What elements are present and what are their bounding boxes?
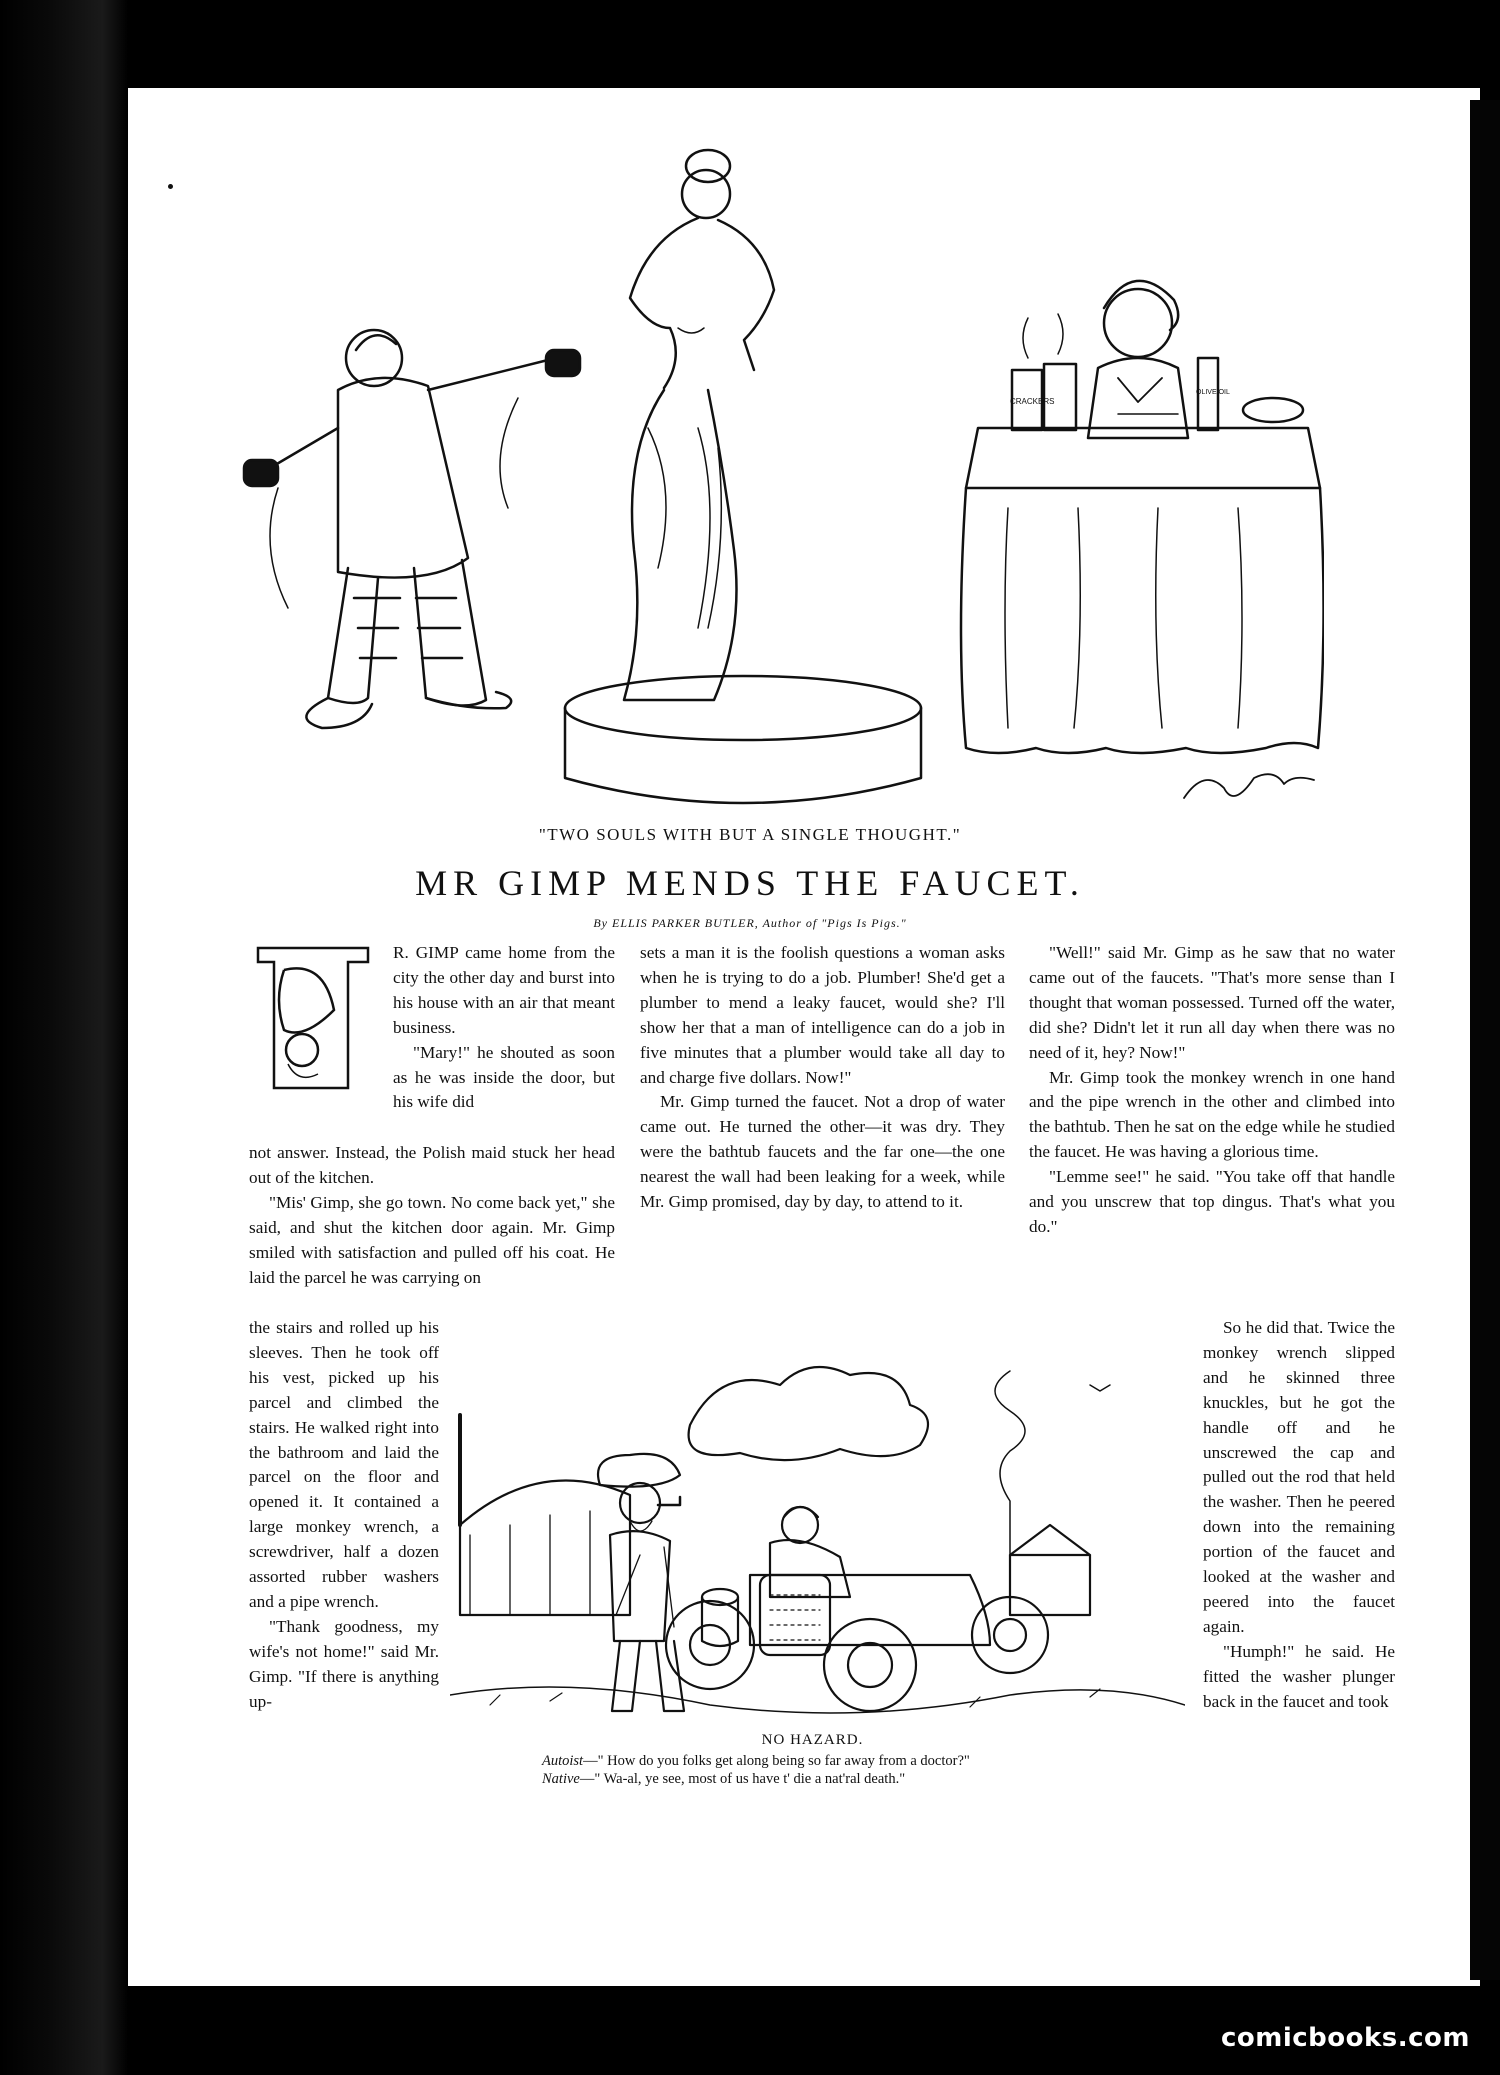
binding-spine (0, 0, 128, 2075)
venus-statue (565, 150, 921, 803)
bird (1090, 1385, 1110, 1391)
paragraph: "Well!" said Mr. Gimp as he saw that no water came out of the faucets. "That's more sense than I thought that woman possessed. Turned off the water, did she? Didn't let it run all day when there was no need of it, hey? Now!" (1029, 943, 1395, 1062)
dining-table (961, 314, 1324, 753)
jar-label-left: CRACKERS (1010, 397, 1055, 406)
two-souls-illustration (178, 128, 1324, 828)
no-hazard-cartoon (450, 1325, 1185, 1725)
smoke-cloud (689, 1367, 928, 1460)
distant-house (1010, 1525, 1090, 1615)
paragraph: "Thank goodness, my wife's not home!" said Mr. Gimp. "If there is anything up- (249, 1616, 439, 1711)
dumbbell-left (244, 460, 278, 486)
illustration-caption: "TWO SOULS WITH BUT A SINGLE THOUGHT." (538, 825, 962, 844)
native-head (620, 1483, 660, 1523)
paragraph: "Mis' Gimp, she go town. No come back yet," she said, and shut the kitchen door again. Mr. Gimp smiled with satisfaction and pulled off his coat. He laid the parcel he was carrying on (249, 1192, 615, 1287)
speaker-autoist: Autoist (542, 1753, 584, 1769)
cabin-building (460, 1480, 630, 1615)
column-1-wrap (393, 941, 615, 1115)
column-1-full (249, 1141, 615, 1290)
autoist-quote: —" How do you folks get along being so far away from a doctor?" (583, 1753, 970, 1769)
car-wheel-middle (824, 1619, 916, 1711)
paragraph: sets a man it is the foolish questions a woman asks when he is trying to do a job. Plumber! She'd get a plumber to mend a leaky faucet, would she? I'll show her that a man of intelligence can do a job in five minutes that a plumber would take all day to and charge five dollars. Now!" (640, 943, 1005, 1087)
page-edge-shadow (1470, 100, 1500, 1980)
article-byline: By ELLIS PARKER BUTLER, Author of "Pigs Is Pigs." (593, 916, 907, 930)
column-3-full (1029, 941, 1395, 1240)
column-3-narrow (1203, 1316, 1395, 1715)
autoist-body (770, 1540, 850, 1597)
paragraph: not answer. Instead, the Polish maid stuck her head out of the kitchen. (249, 1143, 615, 1187)
native-body (610, 1531, 670, 1641)
paragraph: the stairs and rolled up his sleeves. Then he took off his vest, picked up his parcel and climbed the stairs. He walked right into the bathroom and laid the parcel on the floor and opened it. It contained a large monkey wrench, a screwdriver, half a dozen assorted rubber washers and a pipe wrench. (249, 1318, 439, 1611)
site-watermark: comicbooks.com (1220, 2023, 1470, 2053)
drop-cap-m (248, 940, 380, 1100)
cartoon-line-autoist (542, 1753, 1182, 1770)
paragraph: "Mary!" he shouted as soon as he was inside the door, but his wife did (393, 1042, 615, 1112)
paragraph: Mr. Gimp turned the faucet. Not a drop of water came out. He turned the other—it was dry. They were the bathtub faucets and the far one—the one nearest the wall had been leaking for a week, while Mr. Gimp promised, day by day, to attend to it. (640, 1092, 1005, 1212)
jar-label-right: OLIVE OIL (1196, 389, 1230, 396)
column-2 (640, 941, 1005, 1215)
paragraph: So he did that. Twice the monkey wrench slipped and he skinned three knuckles, but he got the handle off and he unscrewed the cap and pulled out the rod that held the washer. Then he peered down into the remaining portion of the faucet and looked at the washer and peered into the faucet again. (1203, 1318, 1395, 1636)
cartoon-title: NO HAZARD. (761, 1732, 864, 1748)
speaker-native: Native (542, 1771, 580, 1787)
paragraph: "Humph!" he said. He fitted the washer plunger back in the faucet and took (1203, 1641, 1395, 1711)
paragraph: "Lemme see!" he said. "You take off that handle and you unscrew that top dingus. That's what you do." (1029, 1167, 1395, 1236)
exercising-man-figure (270, 330, 548, 728)
cartoon-line-native (542, 1771, 1182, 1788)
dumbbell-right (546, 350, 580, 376)
native-hat (598, 1454, 680, 1487)
native-quote: —" Wa-al, ye see, most of us have t' die a nat'ral death." (579, 1771, 906, 1787)
column-1-narrow (249, 1316, 439, 1715)
paragraph: R. GIMP came home from the city the other day and burst into his house with an air that meant business. (393, 943, 615, 1037)
paragraph: Mr. Gimp took the monkey wrench in one hand and the pipe wrench in the other and climbed into the bathtub. Then he sat on the edge while he studied the faucet. He was having a glorious time. (1029, 1067, 1395, 1162)
article-title: MR GIMP MENDS THE FAUCET. (415, 863, 1085, 903)
print-speck (168, 184, 173, 189)
artist-signature (1184, 774, 1314, 798)
